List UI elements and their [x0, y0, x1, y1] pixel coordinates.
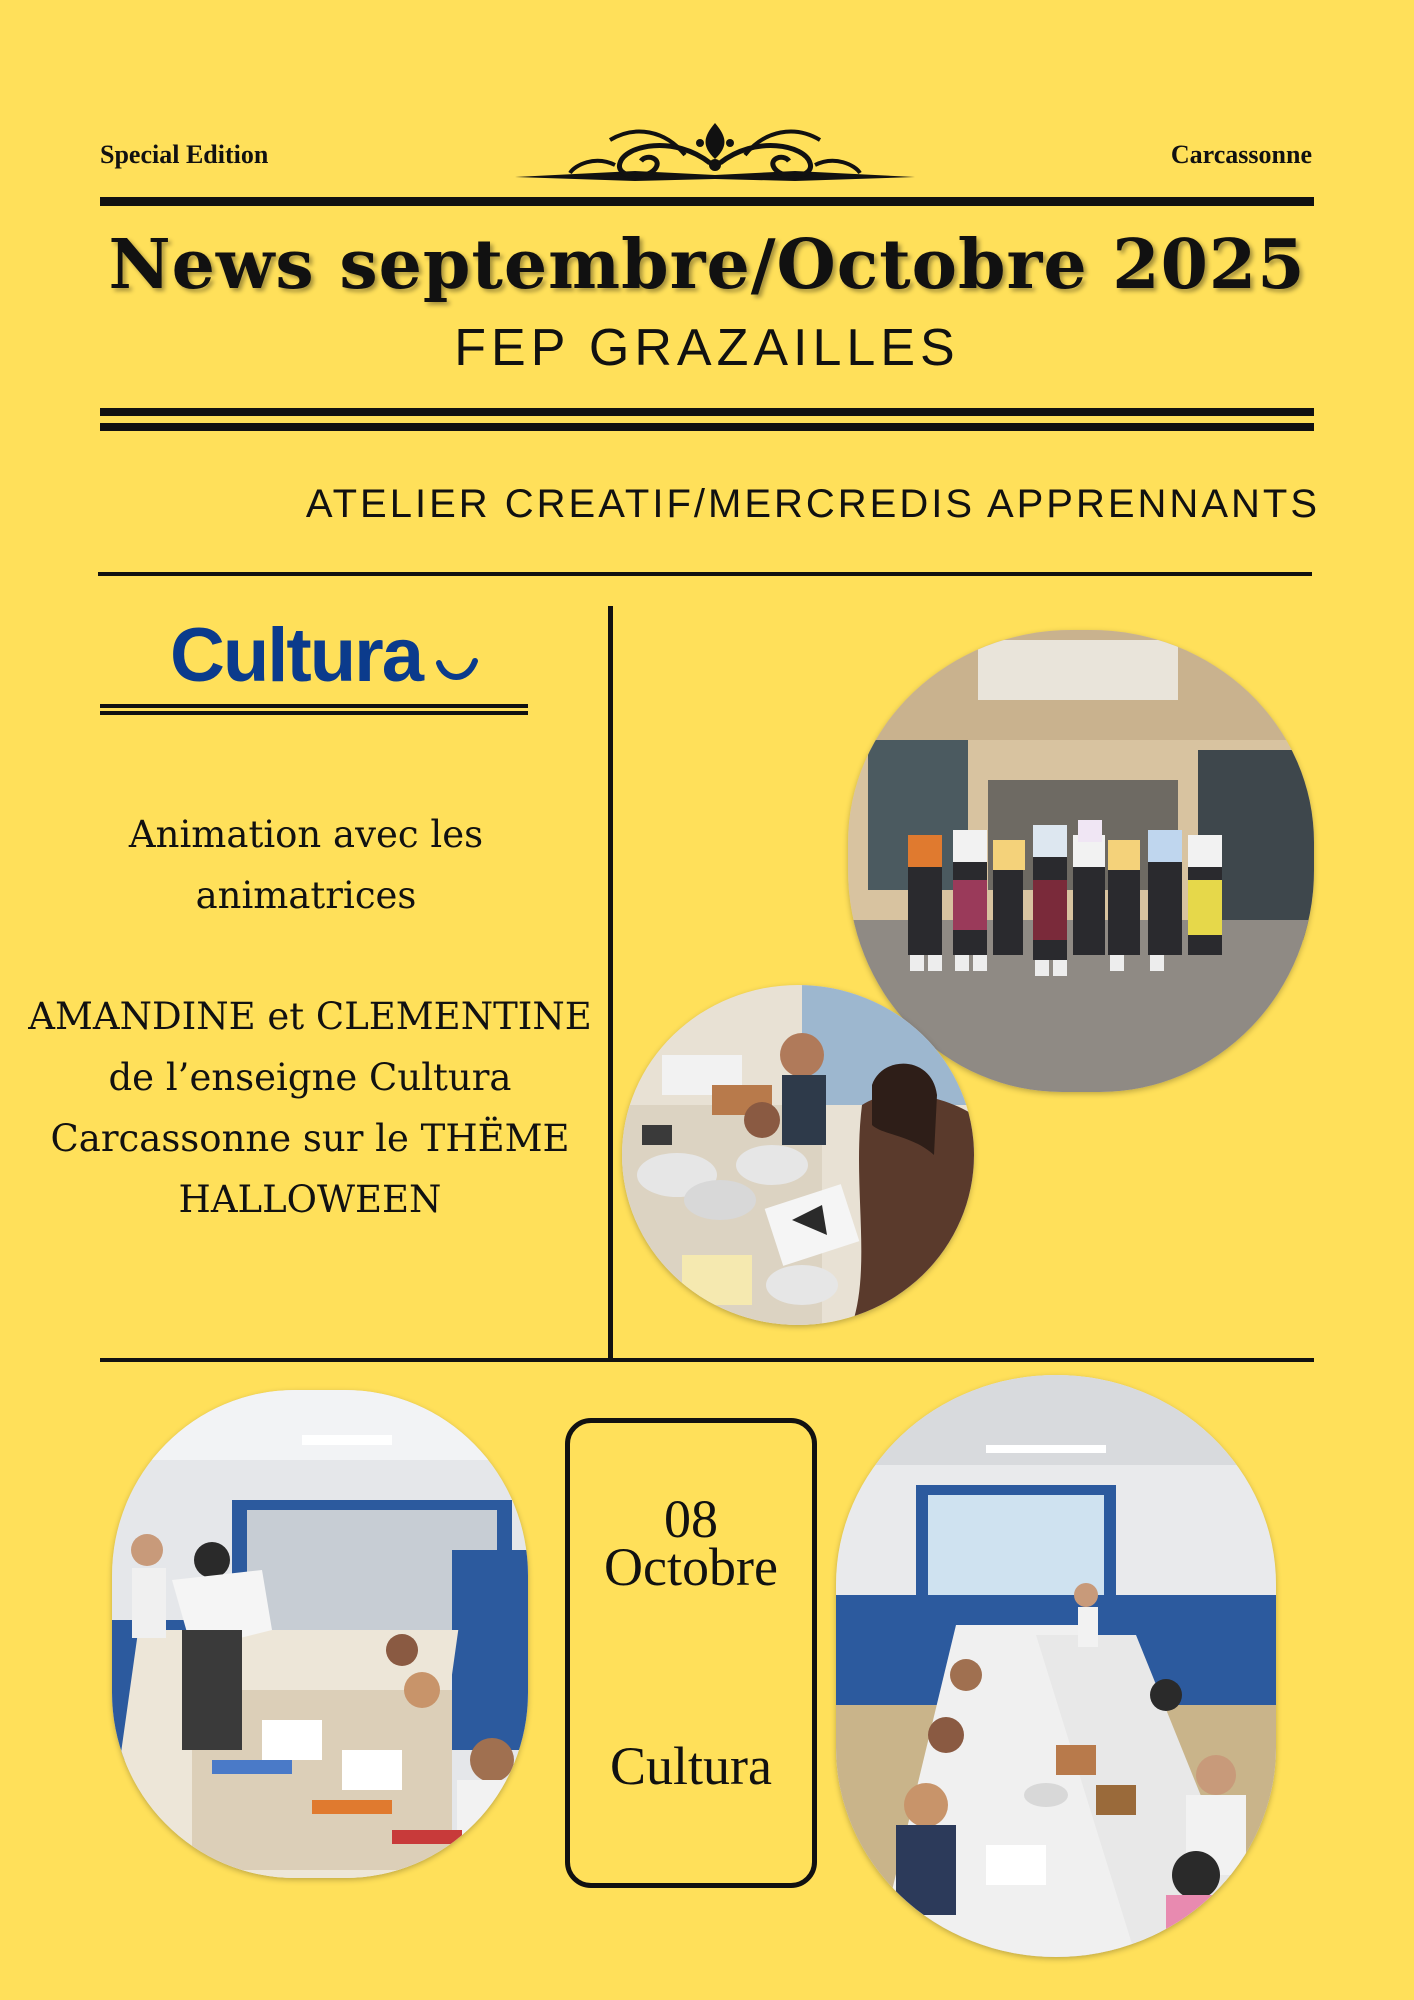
section-rule [98, 572, 1312, 576]
group-photo [848, 630, 1314, 1092]
classroom-photo-right [836, 1375, 1276, 1957]
header-rule [100, 197, 1314, 206]
page-subtitle: FEP GRAZAILLES [454, 319, 960, 377]
event-month: Octobre [604, 1537, 778, 1597]
ornament-icon [515, 115, 915, 185]
painting-closeup-photo [622, 985, 974, 1325]
logo-text: Cultura [170, 613, 422, 698]
event-place: Cultura [610, 1736, 772, 1796]
body-text [0, 986, 620, 1230]
body-line: AMANDINE et CLEMENTINE [28, 995, 592, 1038]
intro-line: animatrices [195, 874, 417, 917]
logo-rule-bottom [100, 711, 528, 715]
logo-swoosh-icon [435, 645, 479, 685]
event-day: 08 [664, 1489, 718, 1549]
cultura-logo [170, 612, 479, 699]
section-heading: ATELIER CREATIF/MERCREDIS APPRENNANTS [305, 482, 1320, 526]
body-line: HALLOWEEN [178, 1178, 442, 1221]
classroom-photo-left [112, 1390, 528, 1878]
double-rule-top [100, 408, 1314, 416]
page-title: News septembre/Octobre 2025 [108, 225, 1306, 305]
special-edition-label: Special Edition [100, 140, 269, 169]
event-date [565, 1489, 817, 1597]
logo-rule-top [100, 704, 528, 708]
column-divider [608, 606, 613, 1359]
location-label: Carcassonne [1170, 140, 1312, 169]
intro-text [0, 804, 612, 926]
body-line: de l’enseigne Cultura [108, 1056, 512, 1099]
intro-line: Animation avec les [128, 813, 484, 856]
body-line: Carcassonne sur le THËME [50, 1117, 570, 1160]
double-rule-bottom [100, 423, 1314, 431]
bottom-section-rule [100, 1358, 1314, 1362]
